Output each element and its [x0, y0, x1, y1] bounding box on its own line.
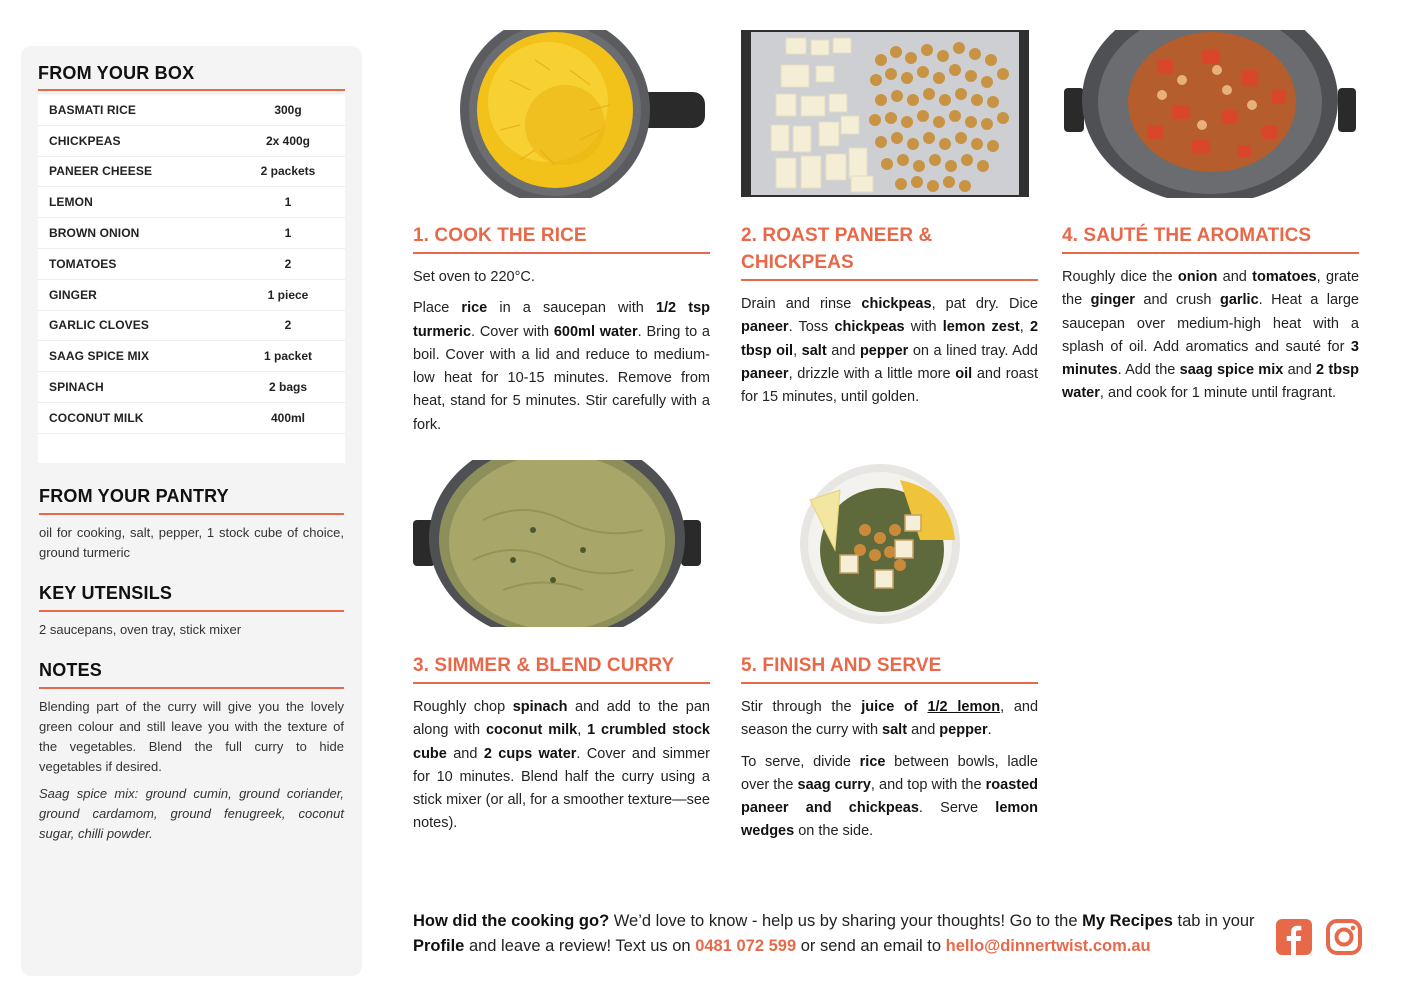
bold-text: onion [1177, 269, 1218, 285]
ingredient-name: GARLIC CLOVES [49, 318, 149, 333]
text: . Serve [918, 800, 996, 817]
ingredient-qty: 1 packet [263, 349, 313, 364]
text: , [1019, 319, 1030, 336]
bold-text: salt [801, 342, 827, 359]
text: , and season the curry with [741, 699, 1039, 739]
ingredient-name: SAAG SPICE MIX [49, 349, 150, 364]
text: Stir through the [741, 699, 862, 715]
ingredient-row [38, 341, 345, 372]
bold-text: salt [882, 722, 908, 739]
bold-text: paneer [741, 365, 789, 382]
step-3 [413, 652, 710, 844]
text: between bowls, ladle over the [741, 753, 1038, 793]
ingredient-name: TOMATOES [49, 256, 117, 271]
ingredient-row [38, 311, 345, 342]
text: on the side. [794, 823, 874, 840]
step-5-paragraph [741, 696, 1038, 743]
step-3-text [413, 696, 710, 836]
divider [39, 513, 344, 515]
step-5-photo [780, 460, 980, 628]
step-1 [413, 222, 710, 445]
ingredient-qty: 1 piece [267, 287, 309, 302]
bold-text: chickpeas [834, 319, 905, 336]
text: , grate the [1062, 269, 1360, 309]
email-link[interactable]: hello@dinnertwist.com.au [945, 937, 1151, 955]
bold-text: tomatoes [1252, 269, 1317, 285]
step-2 [741, 222, 1038, 417]
bold-text: 3 minutes [1062, 338, 1359, 379]
divider [741, 279, 1038, 281]
ingredient-row [38, 187, 345, 218]
ingredient-qty: 2 [284, 318, 292, 333]
bold-text: 1/2 tsp turmeric [413, 300, 710, 340]
text: and leave a review! Text us on [464, 937, 696, 955]
text: and [1217, 269, 1253, 285]
utensils-section [39, 583, 344, 640]
ingredient-qty: 2x 400g [265, 133, 311, 148]
facebook-icon[interactable] [1275, 918, 1313, 956]
ingredient-qty: 2 bags [268, 380, 307, 395]
bold-text: garlic [1219, 292, 1259, 309]
ingredient-row [38, 126, 345, 157]
step-4-title: 4. SAUTÉ THE AROMATICS [1062, 225, 1312, 246]
step-2-photo [741, 30, 1029, 197]
ingredient-row [38, 249, 345, 280]
bold-text: 2 tbsp water [1062, 362, 1359, 402]
ingredient-row [38, 157, 345, 188]
ingredient-row [38, 372, 345, 403]
ingredient-name: PANEER CHEESE [49, 164, 153, 179]
utensils-heading: KEY UTENSILS [39, 583, 173, 603]
step-1-paragraph [413, 297, 710, 437]
text: To serve, divide [741, 753, 860, 770]
bold-text: rice [859, 753, 886, 770]
bold-text: coconut milk [485, 722, 578, 739]
notes-spice-mix: Saag spice mix: ground cumin, ground coriander, ground cardamom, ground fenugreek, coconut sugar, chilli powder. [39, 786, 344, 841]
text: Roughly chop [413, 699, 513, 715]
bold-text: paneer [741, 319, 789, 336]
text: , [793, 342, 802, 359]
step-2-paragraph [741, 293, 1038, 409]
divider [1062, 252, 1359, 254]
bold-text: 2 tbsp oil [741, 319, 1039, 359]
divider [413, 682, 710, 684]
pantry-section [39, 486, 344, 563]
ingredient-qty: 2 [284, 256, 292, 271]
step-3-photo [413, 460, 701, 627]
text: , and cook for 1 minute until fragrant. [1099, 385, 1337, 402]
ingredient-qty: 400ml [270, 410, 306, 425]
bold-text: lemon zest [942, 319, 1020, 336]
notes-text: Blending part of the curry will give you the lovely green colour and still leave you with the texture of the vegetables. Blend the full curry to hide vegetables if desired. [39, 699, 344, 774]
ingredient-name: BASMATI RICE [49, 102, 136, 117]
text: and [907, 722, 940, 739]
text: and [446, 745, 484, 762]
text: Roughly dice the [1062, 269, 1178, 285]
bold-text: roasted paneer and chickpeas [741, 776, 1039, 817]
step-1-text [413, 266, 710, 437]
step-1-paragraph: Set oven to 220°C. [413, 269, 535, 285]
step-4 [1062, 222, 1359, 414]
bold-underlined-text: 1/2 lemon [927, 699, 1001, 715]
text: . Bring to a boil. Cover with a lid and reduce to medium-low heat for 10-15 minutes. Remove from heat, stand for 5 minutes. Stir carefully with a fork. [413, 323, 710, 433]
utensils-text: 2 saucepans, oven tray, stick mixer [39, 622, 242, 637]
text: , and top with the [870, 776, 986, 793]
feedback-question: How did the cooking go? [413, 912, 610, 930]
bold-text: pepper [939, 722, 988, 739]
step-5-text [741, 696, 1038, 844]
text: Drain and rinse [741, 296, 862, 312]
step-5 [741, 652, 1038, 852]
step-5-paragraph [741, 751, 1038, 844]
ingredient-qty: 1 [284, 226, 292, 241]
text: , [577, 722, 588, 739]
text: with [904, 319, 943, 336]
text: and roast for 15 minutes, until golden. [741, 365, 1038, 406]
ingredient-qty: 300g [274, 102, 302, 117]
divider [39, 610, 344, 612]
text: . Cover and simmer for 10 minutes. Blend half the curry using a stick mixer (or all, for a smoother texture—see notes). [413, 745, 711, 832]
text: . Cover with [471, 323, 554, 340]
text: . Heat a large saucepan over medium-high heat with a splash of oil. Add aromatics and sauté for [1062, 292, 1359, 355]
instagram-icon[interactable] [1325, 918, 1363, 956]
pantry-text: oil for cooking, salt, pepper, 1 stock cube of choice, ground turmeric [39, 525, 344, 560]
ingredient-row [38, 280, 345, 311]
divider [38, 89, 345, 91]
ingredient-name: GINGER [49, 287, 97, 302]
step-1-title: 1. COOK THE RICE [413, 225, 587, 246]
step-1-photo [440, 30, 710, 198]
profile-text: Profile [413, 937, 465, 955]
bold-text: saag curry [797, 776, 871, 793]
phone-link[interactable]: 0481 072 599 [695, 937, 797, 955]
text: on a lined tray. Add [908, 342, 1038, 359]
step-4-paragraph [1062, 266, 1359, 406]
step-2-text [741, 293, 1038, 409]
divider [741, 682, 1038, 684]
bold-text: spinach [512, 699, 568, 715]
notes-heading: NOTES [39, 660, 103, 680]
bold-text: chickpeas [861, 296, 932, 312]
bold-text: saag spice mix [1179, 362, 1284, 379]
step-4-photo [1062, 30, 1358, 198]
text: We’d love to know - help us by sharing your thoughts! Go to the [609, 912, 1083, 930]
step-3-paragraph [413, 696, 710, 836]
text: . [987, 722, 992, 739]
ingredient-name: COCONUT MILK [49, 410, 144, 425]
text: , drizzle with a little more [788, 365, 956, 382]
feedback-footer [413, 909, 1263, 959]
sidebar [21, 46, 362, 976]
my-recipes-text: My Recipes [1082, 912, 1173, 930]
text: Place [413, 300, 462, 317]
ingredient-name: LEMON [49, 195, 93, 210]
text: . Toss [788, 319, 835, 336]
ingredient-row [38, 403, 345, 434]
from-your-box-heading: FROM YOUR BOX [38, 63, 195, 83]
ingredient-row [38, 95, 345, 126]
ingredient-name: SPINACH [49, 380, 104, 395]
text: tab in your [1172, 912, 1255, 930]
bold-text: oil [955, 365, 973, 382]
text: in a saucepan with [487, 300, 656, 317]
bold-text: 1 crumbled stock cube [413, 722, 710, 762]
bold-text: 2 cups water [483, 745, 577, 762]
text: and add to the pan along with [413, 699, 710, 739]
text: or send an email to [796, 937, 946, 955]
bold-text: 600ml water [553, 323, 638, 340]
ingredient-row [38, 218, 345, 249]
bold-text: rice [461, 300, 488, 317]
ingredient-qty: 1 [284, 195, 292, 210]
divider [413, 252, 710, 254]
text: and crush [1134, 292, 1220, 309]
ingredients-table [38, 95, 345, 463]
text: . Add the [1117, 362, 1180, 379]
step-3-title: 3. SIMMER & BLEND CURRY [413, 655, 675, 676]
step-2-title: 2. ROAST PANEER & CHICKPEAS [741, 225, 933, 273]
bold-text: lemon wedges [741, 800, 1038, 840]
divider [39, 687, 344, 689]
step-4-text [1062, 266, 1359, 406]
ingredient-qty: 2 packets [260, 164, 316, 179]
text: , pat dry. Dice [931, 296, 1038, 312]
bold-text: ginger [1090, 292, 1135, 309]
bold-text: juice of [861, 699, 928, 715]
notes-section [39, 660, 344, 844]
ingredient-name: BROWN ONION [49, 226, 140, 241]
step-5-title: 5. FINISH AND SERVE [741, 655, 942, 676]
text: and [1283, 362, 1317, 379]
ingredient-name: CHICKPEAS [49, 133, 121, 148]
bold-text: pepper [859, 342, 909, 359]
pantry-heading: FROM YOUR PANTRY [39, 486, 229, 506]
text: and [826, 342, 860, 359]
